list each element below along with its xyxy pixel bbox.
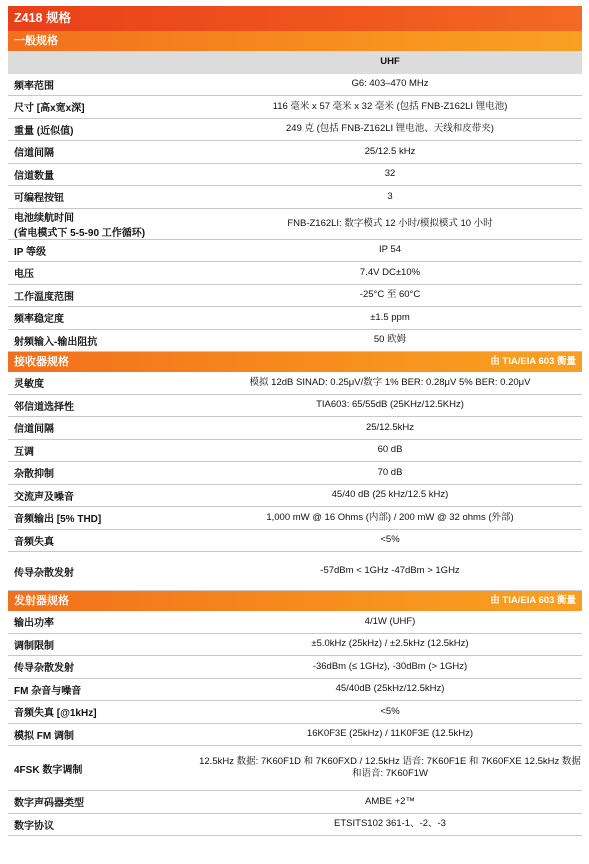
row-label	[8, 209, 198, 239]
spec-row	[8, 462, 582, 485]
row-value: 1,000 mW @ 16 Ohms (内部) / 200 mW @ 32 ohms (外部)	[266, 511, 514, 523]
spec-row	[8, 164, 582, 187]
spec-row	[8, 634, 582, 657]
spec-row	[8, 814, 582, 837]
spec-row	[8, 209, 582, 240]
row-label: 可编程按钮	[14, 193, 64, 205]
row-value: ±1.5 ppm	[370, 311, 410, 323]
spec-row	[8, 307, 582, 330]
row-label: 交流声及噪音	[14, 491, 74, 503]
row-label: 杂散抑制	[14, 469, 54, 481]
spec-row	[8, 119, 582, 142]
section-title: 发射器规格	[14, 595, 69, 607]
row-value: 25/12.5kHz	[365, 421, 415, 433]
row-label: 邻信道选择性	[14, 401, 74, 413]
row-label: 传导杂散发射	[14, 663, 74, 675]
spec-row	[8, 440, 582, 463]
row-label: 音频失真 [@1kHz]	[14, 708, 97, 720]
row-value: <5%	[380, 705, 400, 717]
row-value: -25°C 至 60°C	[359, 289, 421, 301]
column-header-row	[8, 51, 582, 74]
row-value: 45/40 dB (25 kHz/12.5 kHz)	[331, 489, 449, 501]
row-value: 3	[387, 190, 393, 202]
column-header-uhf: UHF	[380, 55, 400, 67]
row-value-line2: -47dBm > 1GHz	[391, 565, 460, 576]
spec-row	[8, 74, 582, 97]
row-value: 70 dB	[377, 466, 403, 478]
row-value-line3: 12.5kHz 数据和语音: 7K60F1W	[351, 756, 581, 779]
spec-row	[8, 96, 582, 119]
row-label: 尺寸 [高x宽x深]	[14, 103, 85, 115]
spec-row	[8, 417, 582, 440]
row-value-line1: 12.5kHz 数据: 7K60F1D 和 7K60FXD /	[199, 756, 363, 767]
row-label: 数字协议	[14, 820, 54, 832]
spec-sheet	[8, 6, 582, 836]
row-value: G6: 403–470 MHz	[351, 78, 429, 90]
row-value: 60 dB	[377, 444, 403, 456]
spec-row	[8, 611, 582, 634]
spec-row	[8, 240, 582, 263]
row-value: IP 54	[378, 244, 401, 256]
spec-row	[8, 485, 582, 508]
spec-row	[8, 552, 582, 591]
row-value: 50 欧姆	[373, 334, 407, 346]
section-header-receiver	[8, 352, 582, 372]
page-title: Z418 规格	[8, 6, 582, 31]
row-label: 射频输入-输出阻抗	[14, 336, 98, 348]
section-header-general	[8, 31, 582, 51]
row-label: 4FSK 数字调制	[14, 764, 83, 776]
spec-row	[8, 395, 582, 418]
spec-row	[8, 372, 582, 395]
row-value	[198, 565, 582, 577]
spec-row	[8, 724, 582, 747]
row-value: 25/12.5 kHz	[364, 145, 416, 157]
row-label: 传导杂散发射	[14, 567, 74, 579]
row-label: 频率稳定度	[14, 314, 64, 326]
row-label: 数字声码器类型	[14, 798, 84, 810]
section-title: 一般规格	[14, 35, 58, 47]
row-value: ±5.0kHz (25kHz) / ±2.5kHz (12.5kHz)	[311, 638, 469, 650]
section-note: 由 TIA/EIA 603 衡量	[490, 595, 576, 606]
spec-row	[8, 791, 582, 814]
spec-row	[8, 746, 582, 791]
row-value: 116 毫米 x 57 毫米 x 32 毫米 (包括 FNB-Z162LI 锂电池)	[272, 100, 508, 112]
spec-row	[8, 330, 582, 353]
row-value: <5%	[380, 534, 400, 546]
row-label: 信道间隔	[14, 148, 54, 160]
row-value: 16K0F3E (25kHz) / 11K0F3E (12.5kHz)	[306, 728, 474, 740]
row-value: 7.4V DC±10%	[359, 266, 421, 278]
spec-row	[8, 701, 582, 724]
row-value-line1: -57dBm < 1GHz	[320, 565, 389, 576]
spec-row	[8, 530, 582, 553]
row-label: 输出功率	[14, 618, 54, 630]
row-value: ETSITS102 361-1、-2、-3	[334, 818, 446, 830]
row-label: 音频输出 [5% THD]	[14, 514, 102, 526]
row-label: IP 等级	[14, 246, 47, 258]
row-label: 互调	[14, 446, 34, 458]
row-label: 信道数量	[14, 170, 54, 182]
row-label: 模拟 FM 调制	[14, 730, 74, 742]
row-label: 频率范围	[14, 80, 54, 92]
row-value: -36dBm (≤ 1GHz), -30dBm (> 1GHz)	[312, 660, 468, 672]
row-label: 电压	[14, 269, 34, 281]
row-label: 音频失真	[14, 536, 54, 548]
row-label-line2: (省电模式下 5-5-90 工作循环)	[14, 227, 146, 239]
spec-row	[8, 285, 582, 308]
spec-row	[8, 262, 582, 285]
row-label: 灵敏度	[14, 379, 44, 391]
row-label: 工作温度范围	[14, 291, 74, 303]
spec-row	[8, 141, 582, 164]
section-title: 接收器规格	[14, 356, 69, 368]
row-value	[198, 756, 582, 780]
row-label: 调制限制	[14, 640, 54, 652]
section-header-transmitter	[8, 591, 582, 611]
row-value: 4/1W (UHF)	[364, 615, 416, 627]
row-value: TIA603: 65/55dB (25KHz/12.5KHz)	[316, 399, 464, 411]
row-value: 32	[384, 168, 396, 180]
row-value: 45/40dB (25kHz/12.5kHz)	[335, 683, 445, 695]
section-note: 由 TIA/EIA 603 衡量	[490, 356, 576, 367]
row-value: 249 克 (包括 FNB-Z162LI 锂电池、天线和皮带夹)	[286, 123, 494, 135]
row-label: 重量 (近似值)	[14, 125, 74, 137]
row-label-line1: 电池续航时间	[14, 212, 74, 224]
row-label: FM 杂音与噪音	[14, 685, 82, 697]
row-value: AMBE +2™	[365, 795, 415, 807]
row-label: 信道间隔	[14, 424, 54, 436]
spec-row	[8, 507, 582, 530]
spec-row	[8, 186, 582, 209]
spec-row	[8, 679, 582, 702]
row-value: 模拟 12dB SINAD: 0.25μV/数字 1% BER: 0.28μV 5% BER: 0.20μV	[249, 376, 531, 388]
row-value: FNB-Z162LI: 数字模式 12 小时/模拟模式 10 小时	[287, 217, 493, 229]
spec-row	[8, 656, 582, 679]
row-value-line2: 12.5kHz 语音: 7K60F1E 和 7K60FXE	[364, 756, 522, 767]
